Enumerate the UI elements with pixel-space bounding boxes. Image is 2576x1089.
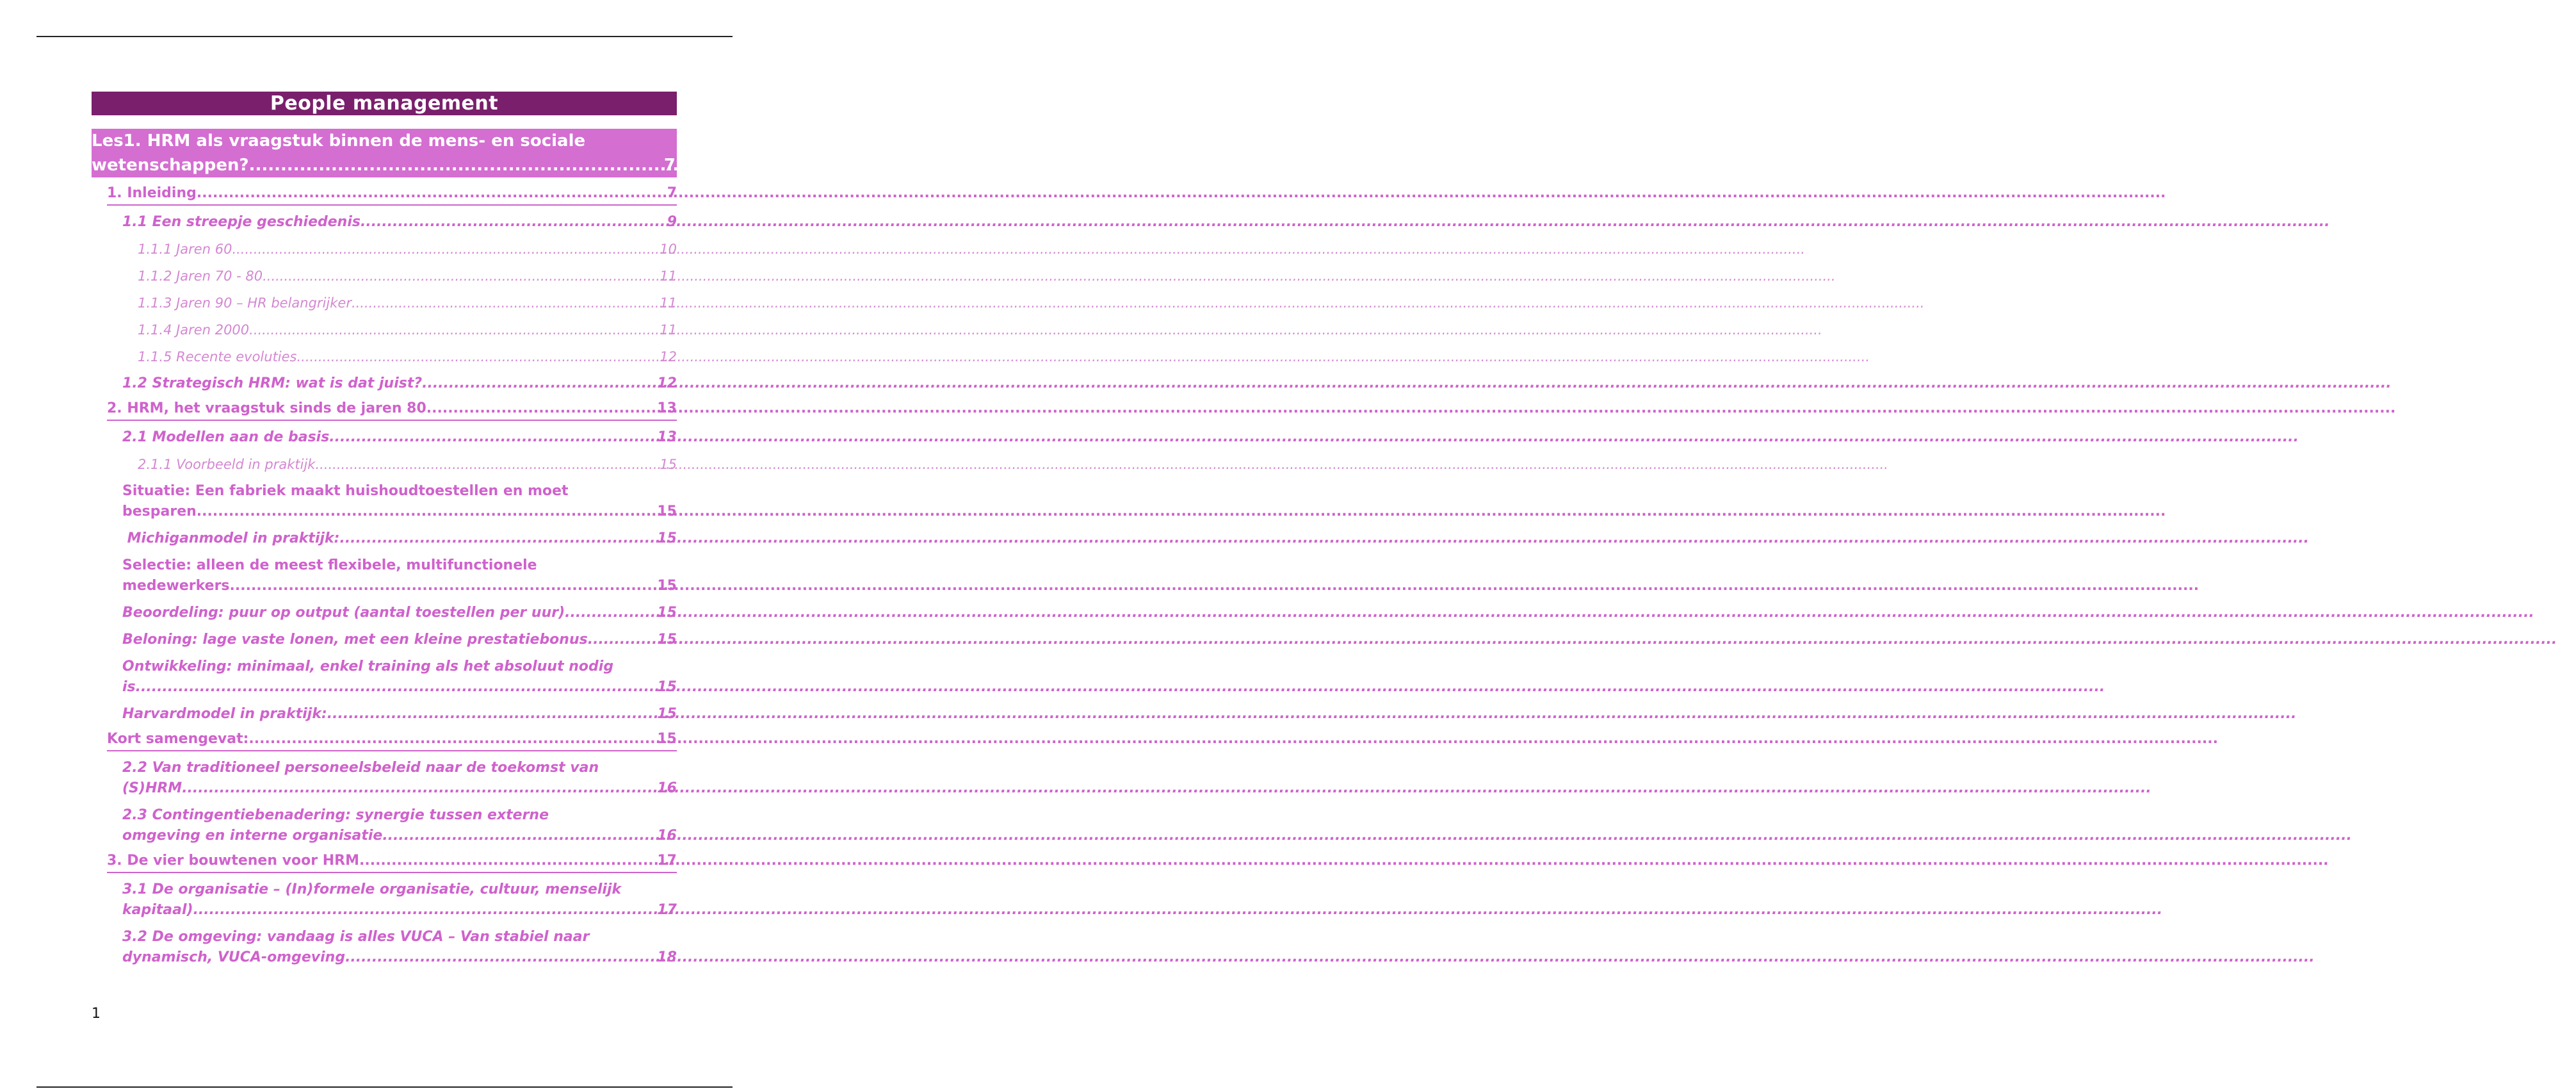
toc-entry-3-2[interactable]: [122, 927, 677, 968]
toc-page-number: 10: [660, 242, 677, 257]
toc-entry-line2: omgeving en interne organisatie: [122, 828, 383, 844]
toc-chapter-line2: wetenschappen?: [92, 156, 249, 175]
toc-entry-1-1[interactable]: [122, 212, 677, 233]
toc-entry-line1: 3.2 De omgeving: vandaag is alles VUCA – Van stabiel naar: [122, 929, 590, 945]
toc-page-number: 15: [657, 679, 677, 695]
dot-leader: [249, 153, 663, 177]
toc-page-number: 11: [660, 268, 677, 284]
dot-leader: [248, 728, 656, 750]
toc-entry-line1: 2.3 Contingentiebenadering: synergie tussen externe: [122, 807, 549, 823]
toc-entry-ontwikkeling[interactable]: [122, 657, 677, 698]
toc-entry-1-1-5[interactable]: [138, 347, 677, 367]
dot-leader: [297, 347, 660, 367]
toc-entry-1-1-1[interactable]: [138, 239, 677, 259]
toc-page-number: 13: [657, 400, 677, 416]
dot-leader: [360, 212, 667, 233]
toc-page-number: 11: [660, 295, 677, 311]
toc-page-number: 15: [657, 605, 677, 621]
toc-entry-beloning[interactable]: [122, 630, 677, 650]
footer-rule: [36, 1086, 733, 1088]
toc-page-number: 11: [660, 322, 677, 338]
toc-page-number: 12: [657, 375, 677, 391]
toc-page-number: 17: [657, 902, 677, 918]
toc-entry-line2: besparen: [122, 504, 197, 520]
toc-entry-label: 2.1.1 Voorbeeld in praktijk: [138, 457, 316, 472]
toc-entry-line1: 3.1 De organisatie – (In)formele organisatie, cultuur, menselijk: [122, 881, 622, 897]
toc-entry-2-1[interactable]: [122, 427, 677, 448]
toc-entry-line2: (S)HRM: [122, 780, 182, 796]
toc-entry-line1: Selectie: alleen de meest flexibele, multifunctionele: [122, 557, 537, 573]
toc-entry-label: 1.1 Een streepje geschiedenis: [122, 214, 360, 230]
toc-chapter-les1[interactable]: [92, 129, 677, 177]
toc-entry-2-2[interactable]: [122, 758, 677, 799]
toc-page-number: 18: [657, 949, 677, 965]
toc-entry-selectie[interactable]: [122, 555, 677, 596]
toc-entry-label: 1.1.3 Jaren 90 – HR belangrijker: [138, 295, 352, 311]
toc-entry-label: Beoordeling: puur op output (aantal toestellen per uur): [122, 605, 565, 621]
toc-entry-2[interactable]: [107, 398, 677, 421]
toc-entry-line1: Situatie: Een fabriek maakt huishoudtoestellen en moet: [122, 483, 569, 499]
toc-entry-label: 1.1.5 Recente evoluties: [138, 349, 297, 364]
toc-page-number: 15: [657, 706, 677, 722]
toc-page-number: 15: [657, 578, 677, 594]
toc-page-number: 7: [667, 185, 677, 201]
toc-page-number: 7: [663, 156, 676, 175]
dot-leader: [249, 320, 659, 340]
toc-page-number: 16: [657, 780, 677, 796]
toc-entry-label: 2. HRM, het vraagstuk sinds de jaren 80: [107, 400, 426, 416]
toc-entry-1-1-3[interactable]: [138, 293, 677, 313]
toc-entry-line2: medewerkers: [122, 578, 230, 594]
toc-entry-line1: Ontwikkeling: minimaal, enkel training als het absoluut nodig: [122, 659, 614, 675]
dot-leader: [136, 677, 657, 698]
toc-entry-label: 2.1 Modellen aan de basis: [122, 429, 330, 445]
toc-page-number: 15: [657, 530, 677, 546]
toc-page-number: 9: [667, 214, 677, 230]
toc-entry-1-1-2[interactable]: [138, 266, 677, 286]
toc-entry-2-1-1[interactable]: [138, 454, 677, 475]
toc-page-number: 16: [657, 828, 677, 844]
toc-entry-line1: 2.2 Van traditioneel personeelsbeleid naar de toekomst van: [122, 760, 599, 776]
toc-entry-beoordeling[interactable]: [122, 603, 677, 623]
dot-leader: [426, 398, 657, 420]
document-title: People management: [92, 92, 677, 115]
toc-entry-label: 3. De vier bouwtenen voor HRM: [107, 853, 359, 869]
toc-entry-harvard[interactable]: [122, 704, 677, 725]
toc-entry-label: Kort samengevat:: [107, 731, 249, 747]
toc-entry-label: Harvardmodel in praktijk:: [122, 706, 327, 722]
toc-entry-3-1[interactable]: [122, 880, 677, 921]
toc-entry-label: Beloning: lage vaste lonen, met een kleine prestatiebonus: [122, 632, 588, 648]
toc-entry-michigan[interactable]: [122, 528, 677, 549]
toc-page-number: 13: [657, 429, 677, 445]
toc-entry-1[interactable]: [107, 183, 677, 206]
toc-entry-3[interactable]: [107, 850, 677, 873]
toc-entry-label: 1.1.2 Jaren 70 - 80: [138, 268, 263, 284]
toc-page-number: 15: [657, 731, 677, 747]
header-rule: [36, 36, 733, 37]
dot-leader: [359, 850, 656, 872]
toc-entry-label: 1.1.4 Jaren 2000: [138, 322, 250, 338]
toc-entry-1-2[interactable]: [122, 373, 677, 394]
toc-entry-2-3[interactable]: [122, 805, 677, 846]
toc-page-number: 15: [660, 457, 677, 472]
dot-leader: [422, 373, 656, 394]
dot-leader: [197, 502, 657, 522]
toc-page-number: 12: [660, 349, 677, 364]
toc-entry-situatie[interactable]: [122, 481, 677, 522]
toc-page-number: 15: [657, 504, 677, 520]
toc-entry-kort-samengevat[interactable]: [107, 728, 677, 751]
toc-entry-line2: dynamisch, VUCA-omgeving: [122, 949, 346, 965]
toc-entry-1-1-4[interactable]: [138, 320, 677, 340]
toc-entry-label: 1.1.1 Jaren 60: [138, 242, 232, 257]
dot-leader: [588, 630, 657, 650]
dot-leader: [382, 826, 656, 846]
dot-leader: [345, 947, 656, 968]
toc-chapter-line1: Les1. HRM als vraagstuk binnen de mens- en sociale: [92, 131, 586, 151]
page-number: 1: [92, 1006, 101, 1022]
toc-page-number: 15: [657, 632, 677, 648]
table-of-contents: [92, 129, 677, 968]
dot-leader: [232, 239, 659, 259]
dot-leader: [315, 454, 659, 475]
dot-leader: [339, 528, 656, 549]
toc-entry-label: 1.2 Strategisch HRM: wat is dat juist?: [122, 375, 423, 391]
toc-entry-line2: is: [122, 679, 136, 695]
dot-leader: [230, 576, 657, 596]
dot-leader: [327, 704, 657, 725]
dot-leader: [197, 183, 667, 204]
dot-leader: [565, 603, 656, 623]
toc-entry-line2: kapitaal): [122, 902, 193, 918]
dot-leader: [193, 900, 657, 921]
dot-leader: [329, 427, 656, 448]
toc-entry-label: Michiganmodel in praktijk:: [122, 530, 340, 546]
dot-leader: [182, 778, 656, 799]
toc-page-number: 17: [657, 853, 677, 869]
toc-entry-label: 1. Inleiding: [107, 185, 197, 201]
dot-leader: [352, 293, 659, 313]
dot-leader: [263, 266, 659, 286]
